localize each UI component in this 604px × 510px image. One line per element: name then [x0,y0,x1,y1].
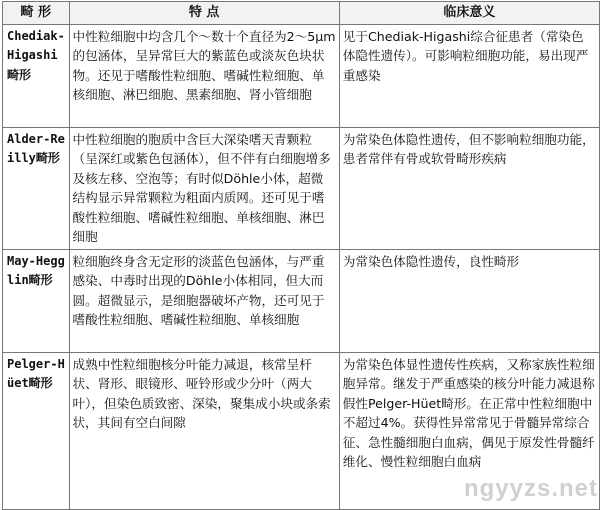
table-row [3,353,600,510]
anomaly-name: Alder-Reilly畸形 [3,128,70,250]
anomaly-clinical: 为常染色体显性遗传性疾病，又称家族性粒细胞异常。继发于严重感染的核分叶能力减退称假性Pelger-Hüet畸形。在正常中性粒细胞中不超过4%。获得性异常常见于骨髓异常综合征、急性髓细胞白血病，偶见于原发性骨髓纤维化、慢性粒细胞白血病 [339,353,599,510]
anomaly-clinical: 为常染色体隐性遗传，良性畸形 [339,250,599,353]
anomaly-clinical: 见于Chediak-Higashi综合征患者（常染色体隐性遗传）。可影响粒细胞功能，易出现严重感染 [339,25,599,128]
header-clinical-significance: 临床意义 [339,2,599,25]
table-header-row [3,2,600,25]
header-features: 特 点 [69,2,339,25]
leukocyte-anomaly-table [2,1,600,510]
anomaly-features: 中性粒细胞的胞质中含巨大深染嗜天青颗粒（呈深红或紫色包涵体），但不伴有白细胞增多及核左移、空泡等；有时似Döhle小体，超微结构显示异常颗粒为粗面内质网。还可见于嗜酸性粒细胞、嗜碱性粒细胞、单核细胞、淋巴细胞 [69,128,339,250]
anomaly-clinical: 为常染色体隐性遗传，但不影响粒细胞功能，患者常伴有骨或软骨畸形疾病 [339,128,599,250]
table-row [3,250,600,353]
table-row [3,25,600,128]
table-row [3,128,600,250]
anomaly-name: Pelger-Hüet畸形 [3,353,70,510]
anomaly-features: 中性粒细胞中均含几个～数十个直径为2～5μm的包涵体，呈异常巨大的紫蓝色或淡灰色块状物。还见于嗜酸性粒细胞、嗜碱性粒细胞、单核细胞、淋巴细胞、黑素细胞、肾小管细胞 [69,25,339,128]
anomaly-features: 粒细胞终身含无定形的淡蓝色包涵体，与严重感染、中毒时出现的Döhle小体相同，但大而圆。超微显示，是细胞器破坏产物，还可见于嗜酸性粒细胞、嗜碱性粒细胞、单核细胞 [69,250,339,353]
anomaly-name: May-Hegglin畸形 [3,250,70,353]
anomaly-features: 成熟中性粒细胞核分叶能力减退，核常呈杆状、肾形、眼镜形、哑铃形或少分叶（两大叶），但染色质致密、深染，聚集成小块或条索状，其间有空白间隙 [69,353,339,510]
anomaly-name: Chediak-Higashi畸形 [3,25,70,128]
site-watermark: ngyyzs.net [463,475,598,502]
header-anomaly: 畸 形 [3,2,70,25]
